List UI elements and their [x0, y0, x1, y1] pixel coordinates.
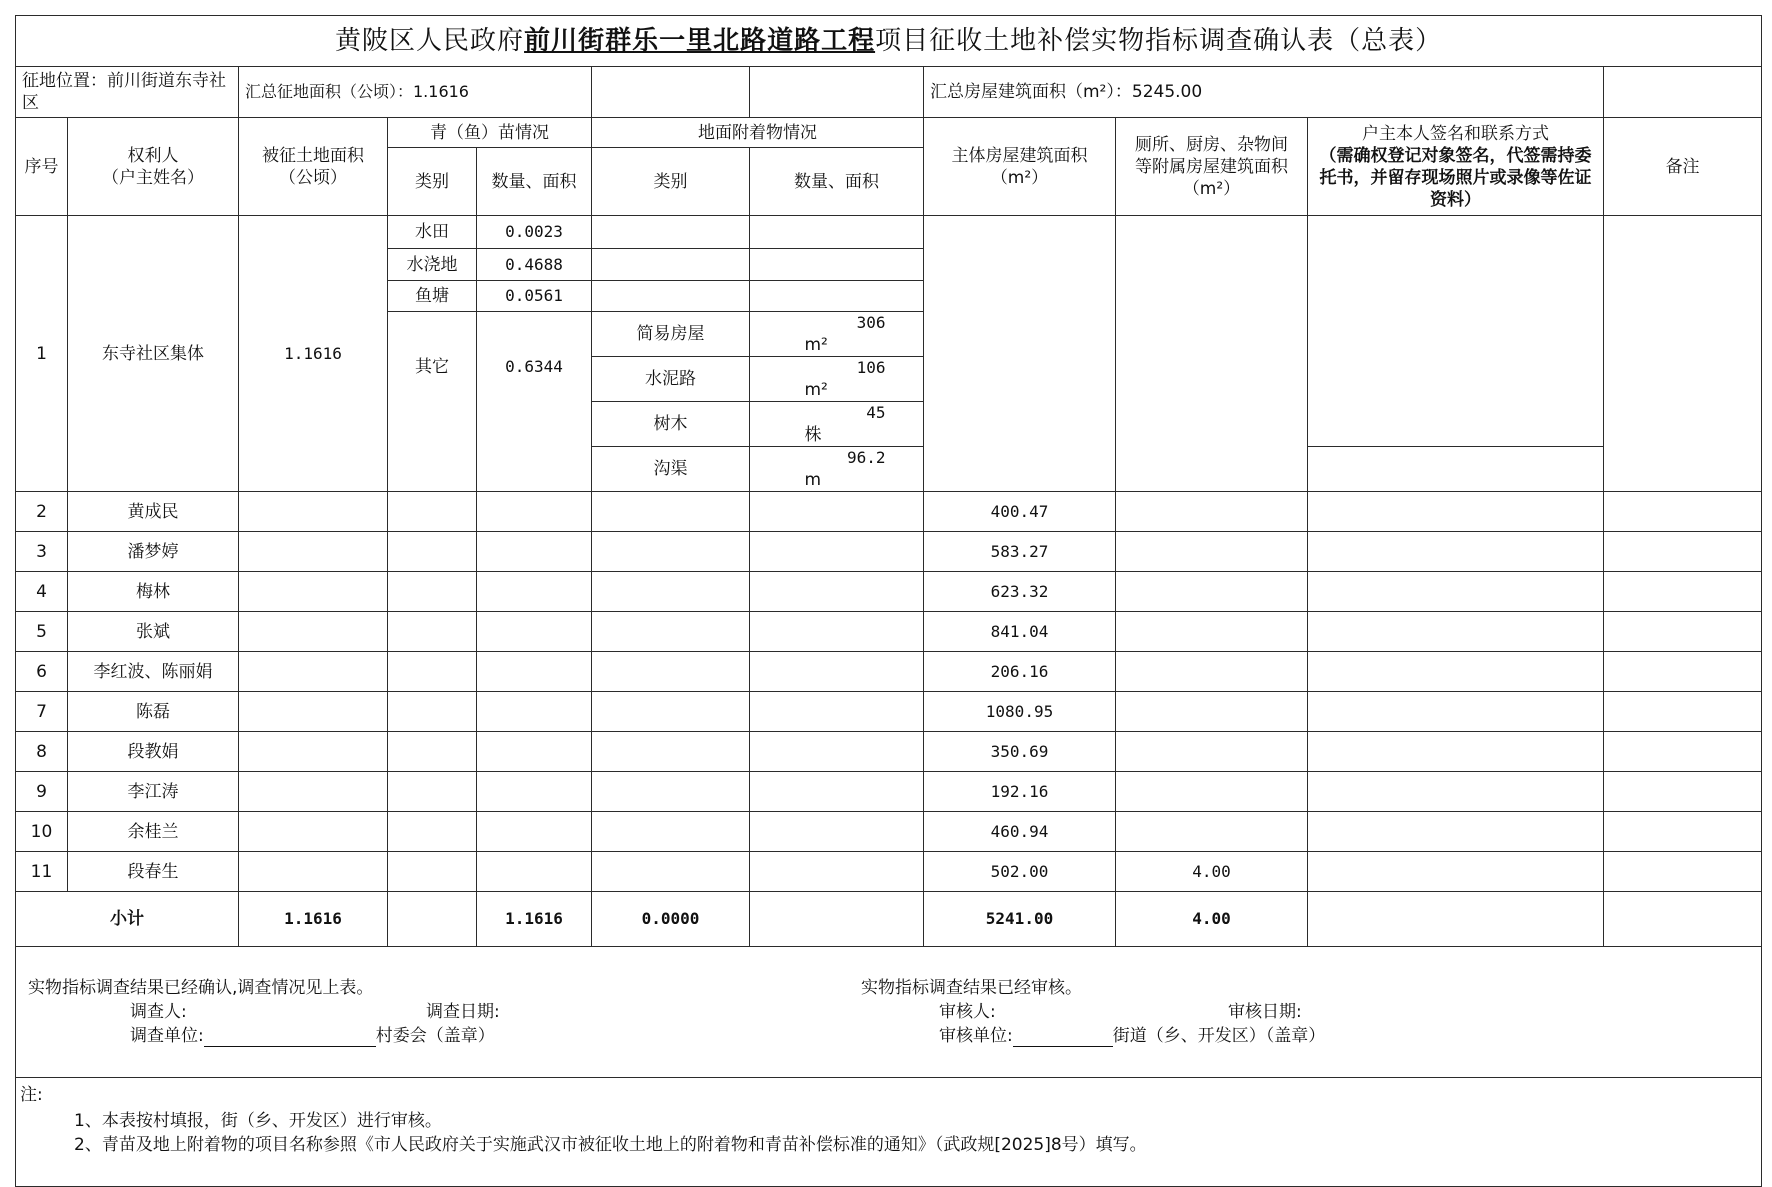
row-seq: 11: [16, 852, 68, 892]
owner-row: [16, 572, 1762, 612]
row-seq: 7: [16, 692, 68, 732]
row-attach-qty: [750, 532, 924, 572]
row-crop-qty: [477, 812, 592, 852]
row-owner: 余桂兰: [68, 812, 239, 852]
row-crop-type: [388, 652, 477, 692]
row-crop-type: [388, 532, 477, 572]
row-seq: 10: [16, 812, 68, 852]
attach-type: 沟渠: [592, 447, 750, 492]
row-owner: 梅林: [68, 572, 239, 612]
row-crop-type: [388, 692, 477, 732]
total-building-cell: 汇总房屋建筑面积（m²）：5245.00: [924, 67, 1604, 118]
row-main-area: 192.16: [924, 772, 1116, 812]
info-blank-3: [1604, 67, 1762, 118]
row-owner: 陈磊: [68, 692, 239, 732]
row-aux-area: [1116, 492, 1308, 532]
subtotal-aux: 4.00: [1116, 892, 1308, 947]
row-remark: [1604, 572, 1762, 612]
header-crop-qty: 数量、面积: [477, 148, 592, 216]
row-attach-type: [592, 572, 750, 612]
row-land: [239, 652, 388, 692]
row-attach-type: [592, 812, 750, 852]
header-owner: 权利人 （户主姓名）: [68, 118, 239, 216]
attach-blank: [750, 281, 924, 312]
row-owner: 张斌: [68, 612, 239, 652]
attach-type: 简易房屋: [592, 312, 750, 357]
header-main-area: 主体房屋建筑面积 （m²）: [924, 118, 1116, 216]
total-land-cell: 汇总征地面积（公顷）：1.1616: [239, 67, 592, 118]
review-unit-line: 审核单位: 街道（乡、开发区）（盖章）: [939, 1026, 1326, 1046]
row-land: [239, 612, 388, 652]
row-owner: 黄成民: [68, 492, 239, 532]
row-seq: 2: [16, 492, 68, 532]
notes-block: [16, 1078, 1762, 1187]
row-attach-qty: [750, 572, 924, 612]
row-main-area: 623.32: [924, 572, 1116, 612]
row-main-area: 350.69: [924, 732, 1116, 772]
attach-blank: [750, 216, 924, 249]
row-remark: [1604, 772, 1762, 812]
row-remark: [1604, 492, 1762, 532]
row-land: [239, 732, 388, 772]
row-seq: 3: [16, 532, 68, 572]
row-attach-qty: [750, 612, 924, 652]
attach-type: 树木: [592, 402, 750, 447]
owner-row: [16, 612, 1762, 652]
row-aux-area: [1116, 812, 1308, 852]
row-remark: [1604, 692, 1762, 732]
row-attach-qty: [750, 852, 924, 892]
row-remark: [1604, 652, 1762, 692]
subtotal-main: 5241.00: [924, 892, 1116, 947]
row1-remark: [1604, 216, 1762, 492]
row1-seq: 1: [16, 216, 68, 492]
row1-main: [924, 216, 1116, 492]
header-seq: 序号: [16, 118, 68, 216]
subtotal-crop-type: [388, 892, 477, 947]
row-aux-area: [1116, 732, 1308, 772]
row-signature: [1308, 692, 1604, 732]
header-land-area: 被征土地面积 （公顷）: [239, 118, 388, 216]
row-signature: [1308, 612, 1604, 652]
owner-row: [16, 732, 1762, 772]
note-item: 1、本表按村填报，街（乡、开发区）进行审核。: [74, 1111, 442, 1131]
attach-blank: [592, 216, 750, 249]
attach-blank: [750, 249, 924, 281]
row-remark: [1604, 732, 1762, 772]
owner-rows: [16, 492, 1762, 892]
attach-qty: 306m²: [750, 312, 924, 357]
notes-label: 注:: [20, 1085, 43, 1105]
row-signature: [1308, 572, 1604, 612]
row-aux-area: [1116, 572, 1308, 612]
row-main-area: 206.16: [924, 652, 1116, 692]
crop-qty: 0.0561: [477, 281, 592, 312]
row-crop-type: [388, 772, 477, 812]
signature-block: [16, 947, 1762, 1078]
subtotal-remark: [1604, 892, 1762, 947]
attach-qty: 45株: [750, 402, 924, 447]
row-attach-qty: [750, 812, 924, 852]
row-attach-type: [592, 692, 750, 732]
row-owner: 李红波、陈丽娟: [68, 652, 239, 692]
row-attach-type: [592, 532, 750, 572]
header-crop-type: 类别: [388, 148, 477, 216]
crop-type: 鱼塘: [388, 281, 477, 312]
owner-row: [16, 652, 1762, 692]
review-date-label: 审核日期:: [1228, 1002, 1302, 1022]
row-aux-area: [1116, 772, 1308, 812]
title-suffix: 项目征收土地补偿实物指标调查确认表（总表）: [875, 26, 1443, 56]
row1-owner: 东寺社区集体: [68, 216, 239, 492]
survey-confirm-text: 实物指标调查结果已经确认,调查情况见上表。: [28, 978, 374, 998]
header-crop-group: 青（鱼）苗情况: [388, 118, 592, 148]
row-main-area: 1080.95: [924, 692, 1116, 732]
row-aux-area: [1116, 532, 1308, 572]
row-attach-qty: [750, 652, 924, 692]
row-signature: [1308, 652, 1604, 692]
crop-type: 水田: [388, 216, 477, 249]
subtotal-crop-qty: 1.1616: [477, 892, 592, 947]
row-crop-qty: [477, 612, 592, 652]
row-attach-type: [592, 772, 750, 812]
row-crop-qty: [477, 732, 592, 772]
row-signature: [1308, 852, 1604, 892]
row-crop-qty: [477, 692, 592, 732]
subtotal-signature: [1308, 892, 1604, 947]
row-crop-qty: [477, 532, 592, 572]
row-land: [239, 812, 388, 852]
row-main-area: 583.27: [924, 532, 1116, 572]
title-project: 前川街群乐一里北路道路工程: [524, 26, 876, 56]
row-crop-qty: [477, 652, 592, 692]
row-crop-type: [388, 572, 477, 612]
row-main-area: 841.04: [924, 612, 1116, 652]
row-main-area: 460.94: [924, 812, 1116, 852]
row-attach-qty: [750, 732, 924, 772]
reviewer-label: 审核人:: [939, 1002, 996, 1022]
row-attach-qty: [750, 692, 924, 732]
header-attach-group: 地面附着物情况: [592, 118, 924, 148]
row-crop-type: [388, 732, 477, 772]
row-attach-qty: [750, 772, 924, 812]
crop-qty: 0.0023: [477, 216, 592, 249]
row-crop-type: [388, 852, 477, 892]
row-signature: [1308, 812, 1604, 852]
subtotal-label: 小计: [16, 892, 239, 947]
row-crop-type: [388, 492, 477, 532]
row-crop-qty: [477, 492, 592, 532]
row-signature: [1308, 772, 1604, 812]
attach-blank: [592, 281, 750, 312]
crop-type: 其它: [388, 312, 477, 492]
crop-qty: 0.6344: [477, 312, 592, 492]
owner-row: [16, 492, 1762, 532]
row-crop-type: [388, 612, 477, 652]
row-crop-type: [388, 812, 477, 852]
row-remark: [1604, 532, 1762, 572]
surveyor-label: 调查人:: [130, 1002, 187, 1022]
row-attach-type: [592, 732, 750, 772]
row-seq: 8: [16, 732, 68, 772]
info-blank-1: [592, 67, 750, 118]
row-land: [239, 572, 388, 612]
row-attach-type: [592, 612, 750, 652]
note-item: 2、青苗及地上附着物的项目名称参照《市人民政府关于实施武汉市被征收土地上的附着物和青苗补偿标准的通知》（武政规[2025]8号）填写。: [74, 1135, 1147, 1155]
row-owner: 潘梦婷: [68, 532, 239, 572]
header-attach-type: 类别: [592, 148, 750, 216]
attach-qty: 96.2m: [750, 447, 924, 492]
row-signature: [1308, 532, 1604, 572]
row-attach-type: [592, 652, 750, 692]
attach-type: 水泥路: [592, 357, 750, 402]
location-cell: 征地位置：前川街道东寺社区: [16, 67, 239, 118]
owner-row: [16, 532, 1762, 572]
subtotal-land: 1.1616: [239, 892, 388, 947]
owner-row: [16, 852, 1762, 892]
row-land: [239, 492, 388, 532]
crop-qty: 0.4688: [477, 249, 592, 281]
row-owner: 李江涛: [68, 772, 239, 812]
row1-aux: [1116, 216, 1308, 492]
row-main-area: 502.00: [924, 852, 1116, 892]
row-aux-area: [1116, 612, 1308, 652]
subtotal-attach-qty: [750, 892, 924, 947]
owner-row: [16, 812, 1762, 852]
row-seq: 6: [16, 652, 68, 692]
row-seq: 4: [16, 572, 68, 612]
row-seq: 9: [16, 772, 68, 812]
row-land: [239, 692, 388, 732]
attach-blank: [592, 249, 750, 281]
row-attach-type: [592, 852, 750, 892]
row-aux-area: [1116, 692, 1308, 732]
owner-row: [16, 772, 1762, 812]
row-seq: 5: [16, 612, 68, 652]
row1-signature: [1308, 216, 1604, 447]
header-signature: 户主本人签名和联系方式 （需确权登记对象签名，代签需持委托书，并留存现场照片或录像等佐证资料）: [1308, 118, 1604, 216]
row-owner: 段春生: [68, 852, 239, 892]
title-prefix: 黄陂区人民政府: [335, 26, 525, 56]
owner-row: [16, 692, 1762, 732]
row1-land: 1.1616: [239, 216, 388, 492]
row1-signature-lower: [1308, 447, 1604, 492]
crop-type: 水浇地: [388, 249, 477, 281]
row-attach-type: [592, 492, 750, 532]
row-main-area: 400.47: [924, 492, 1116, 532]
header-aux-area: 厕所、厨房、杂物间 等附属房屋建筑面积 （m²）: [1116, 118, 1308, 216]
row-remark: [1604, 812, 1762, 852]
header-remark: 备注: [1604, 118, 1762, 216]
row-aux-area: 4.00: [1116, 852, 1308, 892]
row-remark: [1604, 612, 1762, 652]
survey-unit-line: 调查单位: 村委会（盖章）: [130, 1026, 495, 1046]
compensation-table: [15, 15, 1762, 1187]
row-attach-qty: [750, 492, 924, 532]
survey-sheet: [15, 15, 1761, 1187]
row-land: [239, 772, 388, 812]
row-aux-area: [1116, 652, 1308, 692]
row-land: [239, 852, 388, 892]
row-crop-qty: [477, 852, 592, 892]
review-confirm-text: 实物指标调查结果已经审核。: [861, 978, 1082, 998]
survey-date-label: 调查日期:: [426, 1002, 500, 1022]
info-blank-2: [750, 67, 924, 118]
attach-qty: 106m²: [750, 357, 924, 402]
row-remark: [1604, 852, 1762, 892]
header-attach-qty: 数量、面积: [750, 148, 924, 216]
page-title: [16, 16, 1762, 67]
row-crop-qty: [477, 572, 592, 612]
row-owner: 段教娟: [68, 732, 239, 772]
row-crop-qty: [477, 772, 592, 812]
row-land: [239, 532, 388, 572]
row-signature: [1308, 732, 1604, 772]
subtotal-attach-type: 0.0000: [592, 892, 750, 947]
row-signature: [1308, 492, 1604, 532]
